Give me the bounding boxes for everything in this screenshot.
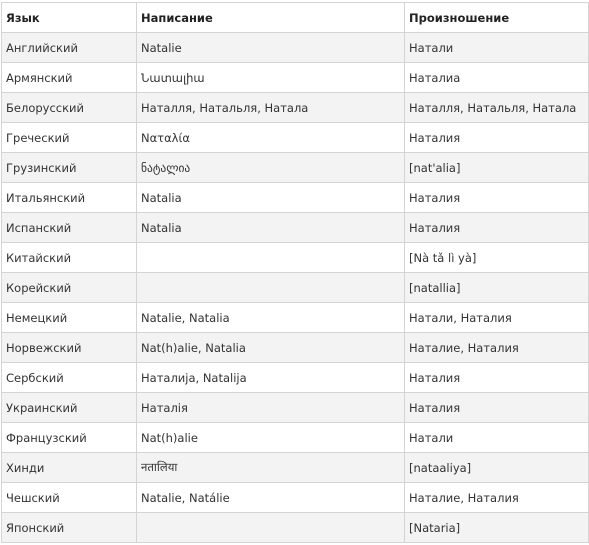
spelling-cell: Наталія [137,393,405,423]
spelling-cell: Natalie, Natálie [137,483,405,513]
spelling-cell: Nat(h)alie [137,423,405,453]
language-cell: Китайский [2,243,137,273]
language-cell: Греческий [2,123,137,153]
pronunciation-cell: Наталие, Наталия [405,333,589,363]
table-row [2,93,589,123]
pronunciation-cell: [Nataria] [405,513,589,543]
pronunciation-cell: Натали, Наталия [405,303,589,333]
pronunciation-cell: Наталия [405,183,589,213]
table-row [2,513,589,543]
header-pronunciation: Произношение [405,3,589,33]
language-cell: Норвежский [2,333,137,363]
language-cell: Корейский [2,273,137,303]
spelling-cell: Natalia [137,213,405,243]
table-row [2,153,589,183]
table-row [2,393,589,423]
header-spelling: Написание [137,3,405,33]
pronunciation-cell: [Nà tǎ lì yà] [405,243,589,273]
spelling-cell: नतालिया [137,453,405,483]
language-cell: Чешский [2,483,137,513]
language-cell: Грузинский [2,153,137,183]
spelling-cell: Наталля, Натальля, Натала [137,93,405,123]
language-cell: Армянский [2,63,137,93]
spelling-cell: Nat(h)alie, Natalia [137,333,405,363]
spelling-cell: Наталија, Natalija [137,363,405,393]
language-cell: Хинди [2,453,137,483]
table-row [2,273,589,303]
pronunciation-cell: [nataaliya] [405,453,589,483]
pronunciation-cell: Натали [405,33,589,63]
language-cell: Английский [2,33,137,63]
pronunciation-cell: Наталия [405,213,589,243]
spelling-cell: Natalia [137,183,405,213]
spelling-cell [137,273,405,303]
table-header-row [2,3,589,33]
spelling-cell: Նատալիա [137,63,405,93]
language-cell: Белорусский [2,93,137,123]
language-cell: Французский [2,423,137,453]
table-row [2,363,589,393]
table-row [2,33,589,63]
language-cell: Итальянский [2,183,137,213]
table-row [2,333,589,363]
pronunciation-cell: Наталия [405,363,589,393]
header-language: Язык [2,3,137,33]
table-row [2,213,589,243]
language-cell: Сербский [2,363,137,393]
spelling-cell: Natalie, Natalia [137,303,405,333]
name-translations-container [1,2,589,543]
table-row [2,63,589,93]
spelling-cell [137,243,405,273]
language-cell: Испанский [2,213,137,243]
spelling-cell: Natalie [137,33,405,63]
pronunciation-cell: [nat'alia] [405,153,589,183]
table-row [2,453,589,483]
table-row [2,243,589,273]
pronunciation-cell: Наталля, Натальля, Натала [405,93,589,123]
table-row [2,303,589,333]
table-row [2,423,589,453]
name-translations-table [1,2,589,543]
pronunciation-cell: Натали [405,423,589,453]
spelling-cell: Ναταλία [137,123,405,153]
language-cell: Немецкий [2,303,137,333]
table-row [2,123,589,153]
pronunciation-cell: Наталия [405,123,589,153]
language-cell: Украинский [2,393,137,423]
pronunciation-cell: Наталие, Наталия [405,483,589,513]
spelling-cell [137,513,405,543]
pronunciation-cell: [natallia] [405,273,589,303]
pronunciation-cell: Наталиа [405,63,589,93]
pronunciation-cell: Наталия [405,393,589,423]
table-row [2,183,589,213]
language-cell: Японский [2,513,137,543]
table-row [2,483,589,513]
spelling-cell: ნატალია [137,153,405,183]
table-body [2,33,589,543]
